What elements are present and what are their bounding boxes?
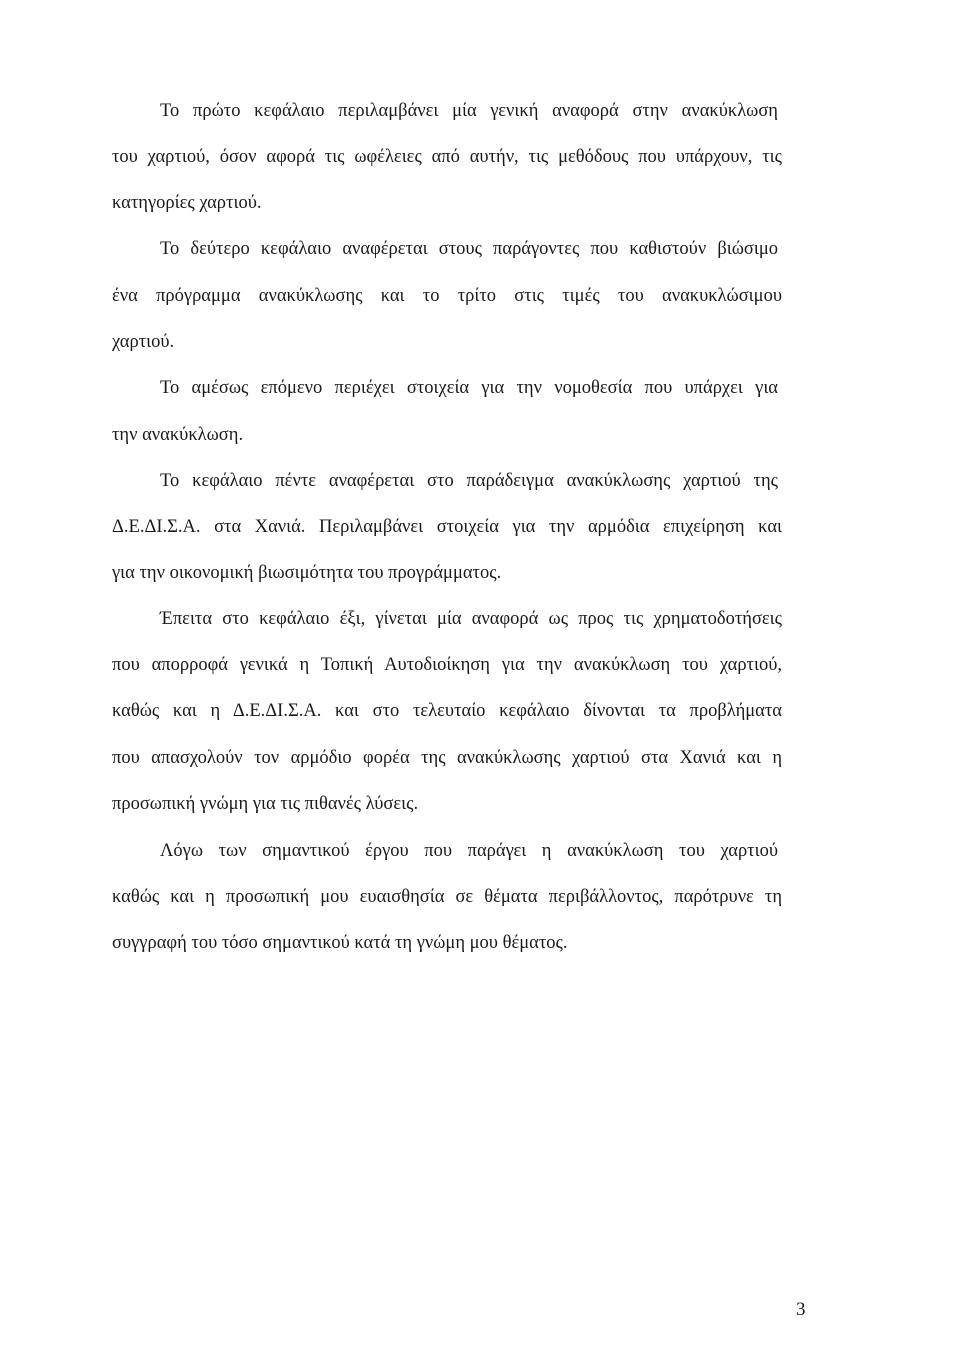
text-line-15: που απασχολούν τον αρμόδιο φορέα της ανακύκλωσης χαρτιού στα Χανιά και η: [112, 748, 782, 768]
text-line-11: για την οικονομική βιωσιμότητα του προγράμματος.: [112, 563, 502, 583]
text-line-10: Δ.Ε.ΔΙ.Σ.Α. στα Χανιά. Περιλαμβάνει στοιχεία για την αρμόδια επιχείρηση και: [112, 517, 782, 537]
text-line-12: Έπειτα στο κεφάλαιο έξι, γίνεται μία αναφορά ως προς τις χρηματοδοτήσεις: [160, 609, 782, 629]
text-line-2: του χαρτιού, όσον αφορά τις ωφέλειες από αυτήν, τις μεθόδους που υπάρχουν, τις: [112, 147, 782, 167]
text-line-1: Το πρώτο κεφάλαιο περιλαμβάνει μία γενική αναφορά στην ανακύκλωση: [160, 101, 778, 121]
text-line-6: χαρτιού.: [112, 332, 175, 352]
text-line-17: Λόγω των σημαντικού έργου που παράγει η ανακύκλωση του χαρτιού: [160, 841, 778, 861]
text-line-8: την ανακύκλωση.: [112, 425, 244, 445]
text-line-9: Το κεφάλαιο πέντε αναφέρεται στο παράδειγμα ανακύκλωσης χαρτιού της: [160, 471, 778, 491]
text-line-7: Το αμέσως επόμενο περιέχει στοιχεία για την νομοθεσία που υπάρχει για: [160, 378, 778, 398]
text-line-5: ένα πρόγραμμα ανακύκλωσης και το τρίτο στις τιμές του ανακυκλώσιμου: [112, 286, 782, 306]
text-line-13: που απορροφά γενικά η Τοπική Αυτοδιοίκηση για την ανακύκλωση του χαρτιού,: [112, 655, 782, 675]
text-line-4: Το δεύτερο κεφάλαιο αναφέρεται στους παράγοντες που καθιστούν βιώσιμο: [160, 239, 778, 259]
text-line-3: κατηγορίες χαρτιού.: [112, 193, 262, 213]
text-line-19: συγγραφή του τόσο σημαντικού κατά τη γνώμη μου θέματος.: [112, 933, 568, 953]
page-number: 3: [796, 1299, 806, 1320]
text-line-14: καθώς και η Δ.Ε.ΔΙ.Σ.Α. και στο τελευταίο κεφάλαιο δίνονται τα προβλήματα: [112, 701, 782, 721]
text-line-18: καθώς και η προσωπική μου ευαισθησία σε θέματα περιβάλλοντος, παρότρυνε τη: [112, 887, 782, 907]
text-line-16: προσωπική γνώμη για τις πιθανές λύσεις.: [112, 794, 419, 814]
